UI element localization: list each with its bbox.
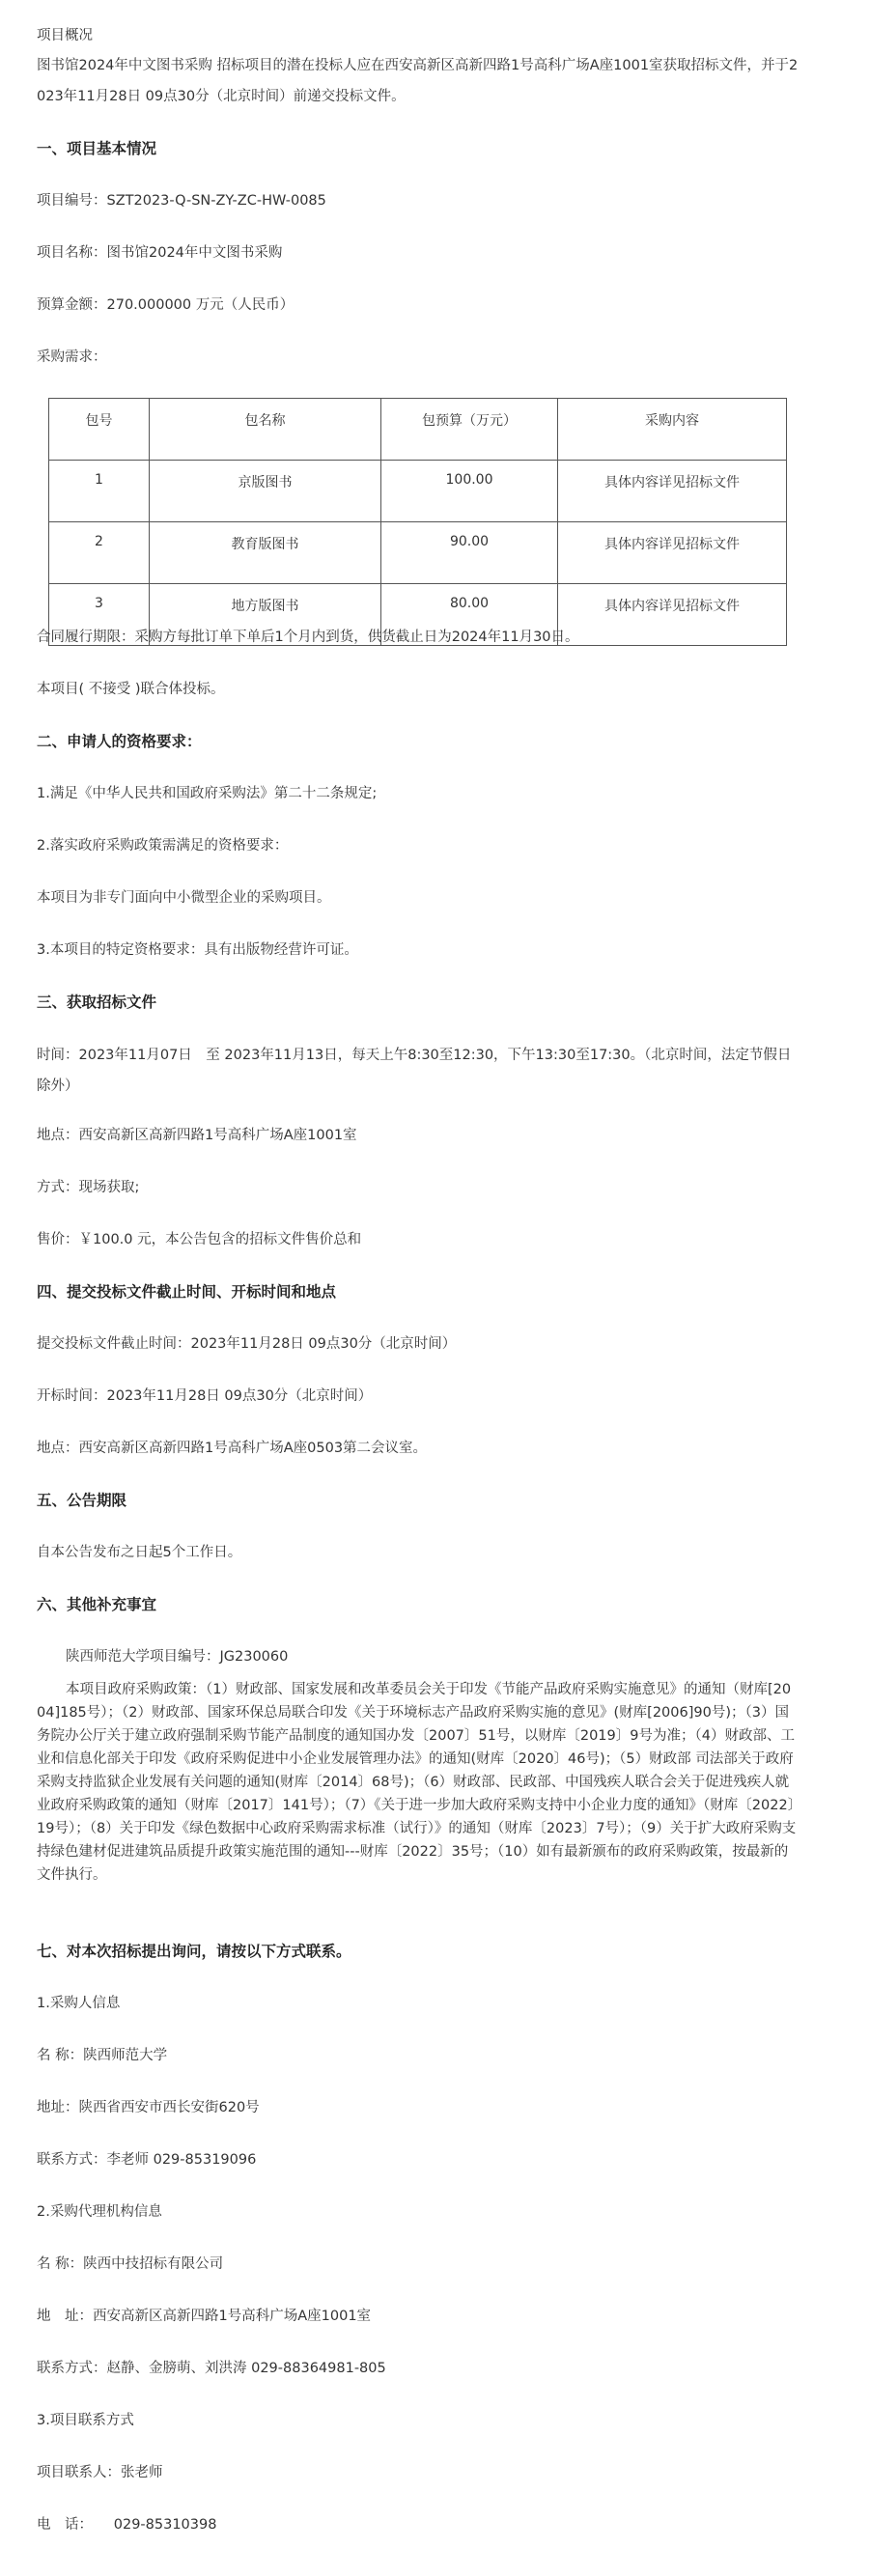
submission-deadline: 提交投标文件截止时间：2023年11月28日 09点30分（北京时间）: [37, 1336, 457, 1352]
section-1-title: 一、项目基本情况: [37, 140, 157, 157]
table-header-row: [49, 399, 787, 461]
requirements-table: [48, 398, 787, 646]
opening-place: 地点：西安高新区高新四路1号高科广场A座0503第二会议室。: [37, 1441, 428, 1456]
section-7-title: 七、对本次招标提出询问，请按以下方式联系。: [37, 1943, 351, 1960]
consortium-note: 本项目( 不接受 )联合体投标。: [37, 682, 225, 697]
university-project-number: 陕西师范大学项目编号：JG230060: [66, 1649, 289, 1665]
overview-heading: 项目概况: [37, 28, 93, 43]
table-header-cell: 包预算（万元）: [381, 399, 558, 461]
section-2-title: 二、申请人的资格要求：: [37, 733, 202, 750]
qualification-item-3: 3.本项目的特定资格要求：具有出版物经营许可证。: [37, 942, 358, 958]
buyer-name: 名 称：陕西师范大学: [37, 2048, 168, 2063]
project-number: 项目编号：SZT2023-Q-SN-ZY-ZC-HW-0085: [37, 193, 326, 209]
project-contact-person: 项目联系人：张老师: [37, 2465, 163, 2480]
demand-label: 采购需求：: [37, 350, 107, 365]
qualification-item-2: 2.落实政府采购政策需满足的资格要求：: [37, 838, 289, 854]
section-4-title: 四、提交投标文件截止时间、开标时间和地点: [37, 1283, 337, 1301]
table-cell: 具体内容详见招标文件: [558, 522, 787, 584]
project-name: 项目名称：图书馆2024年中文图书采购: [37, 245, 283, 261]
table-header-cell: 包号: [49, 399, 150, 461]
document-price: 售价：￥100.0 元，本公告包含的招标文件售价总和: [37, 1232, 362, 1247]
table-cell: 京版图书: [150, 461, 381, 522]
section-3-title: 三、获取招标文件: [37, 994, 157, 1011]
table-header-cell: 采购内容: [558, 399, 787, 461]
overview-text: 图书馆2024年中文图书采购 招标项目的潜在投标人应在西安高新区高新四路1号高科广场A座1001室获取招标文件，并于2023年11月28日 09点30分（北京时间）前递交投标文件。: [37, 58, 799, 104]
buyer-contact: 联系方式：李老师 029-85319096: [37, 2152, 257, 2168]
project-contact-phone: 电 话： 029-85310398: [37, 2517, 217, 2533]
table-cell: 地方版图书: [150, 584, 381, 646]
table-row: [49, 522, 787, 584]
agency-info-title: 2.采购代理机构信息: [37, 2204, 162, 2220]
qualification-item-1: 1.满足《中华人民共和国政府采购法》第二十二条规定;: [37, 786, 378, 801]
table-cell: 具体内容详见招标文件: [558, 584, 787, 646]
agency-contact: 联系方式：赵静、金膀萌、刘洪涛 029-88364981-805: [37, 2361, 386, 2376]
section-5-title: 五、公告期限: [37, 1492, 127, 1509]
acquire-method: 方式：现场获取;: [37, 1180, 140, 1195]
buyer-info-title: 1.采购人信息: [37, 1996, 121, 2011]
table-row: [49, 461, 787, 522]
table-cell: 3: [49, 584, 150, 646]
table-cell: 100.00: [381, 461, 558, 522]
table-cell: 90.00: [381, 522, 558, 584]
acquire-time: 时间：2023年11月07日 至 2023年11月13日，每天上午8:30至12:30，下午13:30至17:30。（北京时间，法定节假日除外）: [37, 1048, 792, 1094]
agency-name: 名 称：陕西中技招标有限公司: [37, 2256, 224, 2272]
budget-amount: 预算金额：270.000000 万元（人民币）: [37, 297, 295, 313]
notice-period: 自本公告发布之日起5个工作日。: [37, 1545, 242, 1560]
table-cell: 具体内容详见招标文件: [558, 461, 787, 522]
table-cell: 2: [49, 522, 150, 584]
project-contact-title: 3.项目联系方式: [37, 2413, 134, 2428]
table-header-cell: 包名称: [150, 399, 381, 461]
section-6-title: 六、其他补充事宜: [37, 1596, 157, 1613]
procurement-policy: 本项目政府采购政策：（1）财政部、国家发展和改革委员会关于印发《节能产品政府采购实施意见》的通知（财库[2004]185号）；（2）财政部、国家环保总局联合印发《关于环境标志产品政府采购实施的意见》(财库[2006]90号)；（3）国务院办公厅关于建立政府强制采购节能产品制度的通知国办发〔2007〕51号，以财库〔2019〕9号为准；（4）财政部、工业和信息化部关于印发《政府采购促进中小企业发展管理办法》的通知(财库〔2020〕46号)；（5）财政部 司法部关于政府采购支持监狱企业发展有关问题的通知(财库〔2014〕68号)；（6）财政部、民政部、中国残疾人联合会关于促进残疾人就业政府采购政策的通知（财库〔2017〕141号）；（7）《关于进一步加大政府采购支持中小企业力度的通知》（财库〔2022〕19号）；（8）关于印发《绿色数据中心政府采购需求标准（试行）》的通知（财库〔2023〕7号）；（9）关于扩大政府采购支持绿色建材促进建筑品质提升政策实施范围的通知---财库〔2022〕35号；（10）如有最新颁布的政府采购政策，按最新的文件执行。: [37, 1682, 797, 1883]
table-cell: 1: [49, 461, 150, 522]
qualification-item-2-detail: 本项目为非专门面向中小微型企业的采购项目。: [37, 890, 331, 906]
opening-time: 开标时间：2023年11月28日 09点30分（北京时间）: [37, 1388, 373, 1404]
table-cell: 教育版图书: [150, 522, 381, 584]
contract-period: 合同履行期限：采购方每批订单下单后1个月内到货，供货截止日为2024年11月30日。: [37, 630, 579, 645]
table-cell: 80.00: [381, 584, 558, 646]
agency-address: 地 址：西安高新区高新四路1号高科广场A座1001室: [37, 2309, 372, 2324]
buyer-address: 地址：陕西省西安市西长安街620号: [37, 2100, 260, 2115]
acquire-place: 地点：西安高新区高新四路1号高科广场A座1001室: [37, 1128, 357, 1143]
